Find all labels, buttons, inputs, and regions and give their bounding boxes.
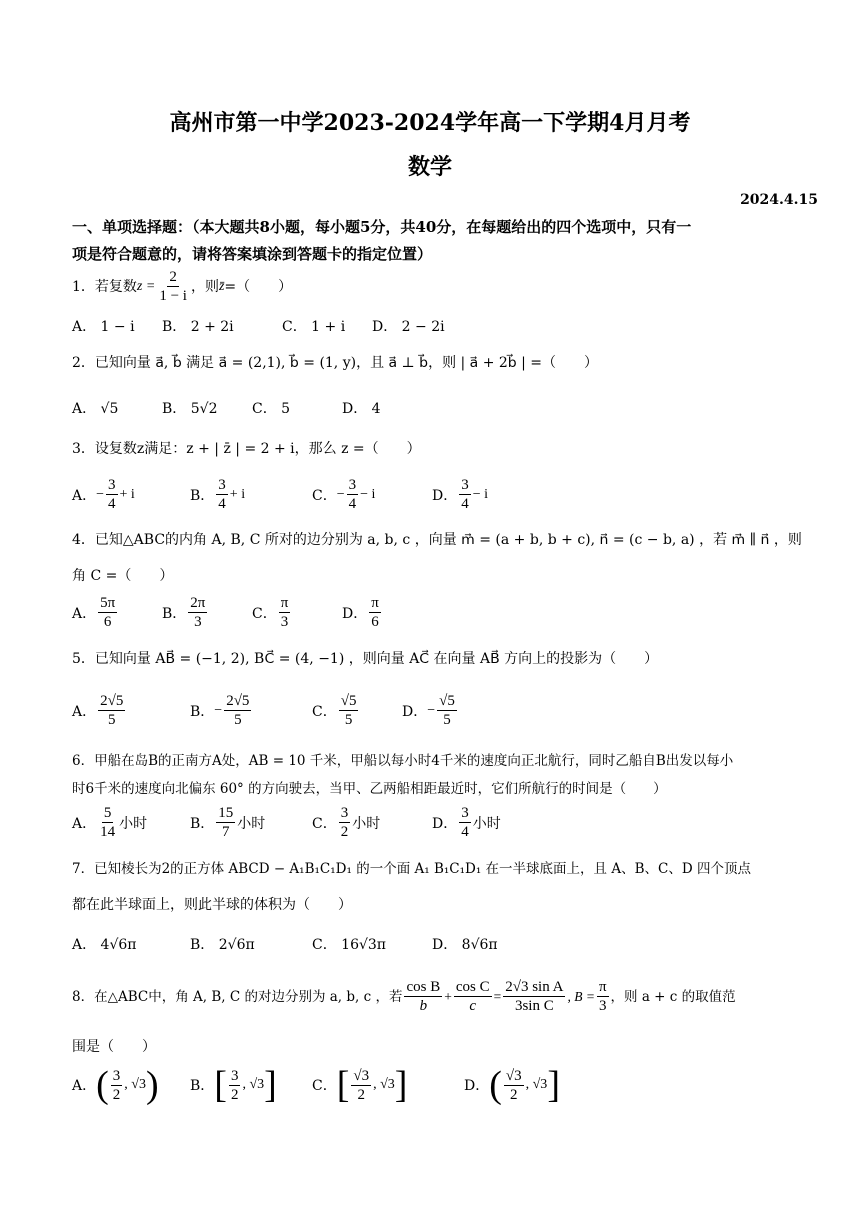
q8a-close: ) xyxy=(145,1064,159,1106)
q7-option-a: A． 4√6π xyxy=(72,937,137,953)
q4-option-a xyxy=(72,594,119,631)
q8d-frac xyxy=(504,1067,524,1104)
q8-suffix: ，则 a + c 的取值范 xyxy=(610,988,736,1005)
q5c-label: C． xyxy=(312,703,337,720)
q6d-frac xyxy=(459,804,471,841)
q8-f2-den: c xyxy=(469,998,477,1014)
q8-prefix: 8．在△ABC中，角 A, B, C 的对边分别为 a, b, c ，若 xyxy=(72,988,403,1005)
q8a-tail: , √3 xyxy=(124,1077,146,1092)
q1-expr: z = xyxy=(136,278,156,294)
question-7-line1: 7．已知棱长为2的正方体 ABCD − A₁B₁C₁D₁ 的一个面 A₁ B₁C₁D₁ 在一半球底面上，且 A、B、C、D 四个顶点 xyxy=(72,861,751,877)
q5c-frac xyxy=(339,692,359,729)
q8d-close: ] xyxy=(547,1064,560,1106)
q1-option-c: C． 1 + i xyxy=(282,319,346,335)
q3-option-c xyxy=(312,476,375,513)
q3-option-d xyxy=(432,476,488,513)
question-8-line1 xyxy=(72,978,736,1015)
q4a-label: A． xyxy=(72,605,97,622)
subject-title: 数学 xyxy=(407,154,452,180)
question-8-line2: 围是（ ） xyxy=(72,1039,156,1055)
q2-option-a: A． √5 xyxy=(72,401,119,417)
q8a-num: 3 xyxy=(112,1067,121,1084)
q5-option-d xyxy=(402,692,459,729)
q3d-num: 3 xyxy=(461,477,469,493)
question-3-stem: 3．设复数z满足：z + | z̄ | = 2 + i，那么 z =（ ） xyxy=(72,441,421,457)
q5c-den: 5 xyxy=(344,712,353,728)
q5b-label: B． xyxy=(190,703,215,720)
q8c-num: √3 xyxy=(353,1067,370,1084)
q6c-label: C． xyxy=(312,815,337,832)
q5b-den: 5 xyxy=(234,712,242,728)
q8b-tail: , √3 xyxy=(242,1077,265,1092)
q2-option-c: C． 5 xyxy=(252,401,291,417)
q3d-tail: − i xyxy=(472,486,489,502)
q8-f1-den: b xyxy=(419,998,428,1014)
q8-frac-3 xyxy=(503,978,565,1015)
q5b-sign: − xyxy=(214,702,223,718)
q4b-num: 2π xyxy=(190,595,206,611)
q8-option-c xyxy=(312,1066,407,1104)
q3a-label: A． xyxy=(72,487,97,504)
q1-frac-num: 2 xyxy=(169,269,177,285)
q8d-open: ( xyxy=(489,1064,502,1106)
q8c-tail: , √3 xyxy=(373,1077,395,1092)
q4b-frac xyxy=(188,594,207,631)
q6c-num: 3 xyxy=(340,805,349,821)
q5-option-c xyxy=(312,692,360,729)
q8-mid: , B = xyxy=(567,988,595,1004)
q6a-frac xyxy=(98,804,117,841)
q5d-num: √5 xyxy=(439,693,455,709)
q8d-tail: , √3 xyxy=(525,1077,548,1092)
q6a-num: 5 xyxy=(103,805,112,821)
q1-fraction xyxy=(157,268,189,305)
q8-f4-den: 3 xyxy=(598,998,607,1014)
q6-option-d xyxy=(432,804,501,841)
q8-f4-num: π xyxy=(598,979,607,995)
question-1-stem xyxy=(72,268,292,305)
q8a-label: A． xyxy=(72,1078,97,1094)
q4d-frac xyxy=(369,594,381,631)
q4a-den: 6 xyxy=(103,614,112,630)
q7-option-c: C． 16√3π xyxy=(312,937,387,953)
q1-option-a: A． 1 − i xyxy=(72,319,135,335)
q8-f3-num: 2√3 sin A xyxy=(505,979,564,995)
q4d-label: D． xyxy=(342,605,368,622)
q4-option-d xyxy=(342,594,383,631)
q8a-frac xyxy=(111,1067,123,1104)
q3a-tail: + i xyxy=(119,486,135,502)
q4-option-c xyxy=(252,594,292,631)
question-2-stem: 2．已知向量 a⃗, b⃗ 满足 a⃗ = (2,1), b⃗ = (1, y)，且 a⃗ ⊥ b⃗，则 | a⃗ + 2b⃗ | =（ ） xyxy=(72,355,599,371)
q8c-close: ] xyxy=(394,1064,408,1106)
q6b-frac xyxy=(216,804,235,841)
q8-option-d xyxy=(464,1066,560,1104)
q6a-unit: 小时 xyxy=(119,815,148,832)
q8b-num: 3 xyxy=(230,1067,239,1084)
q4b-den: 3 xyxy=(194,614,202,630)
q6d-unit: 小时 xyxy=(472,815,501,832)
q1-conj: z̄ xyxy=(218,278,225,294)
q6c-den: 2 xyxy=(340,824,349,840)
q1-option-d: D． 2 − 2i xyxy=(372,319,445,335)
q5d-frac xyxy=(437,692,457,729)
q3c-sign: − xyxy=(336,486,345,502)
q8-frac-4 xyxy=(597,978,609,1015)
q5d-sign: − xyxy=(427,702,436,718)
question-4-line2: 角 C =（ ） xyxy=(72,568,174,584)
q6-option-b xyxy=(190,804,265,841)
q8-f1-num: cos B xyxy=(406,979,441,995)
q5-option-b xyxy=(190,692,253,729)
q8-plus: + xyxy=(444,988,452,1004)
q8a-den: 2 xyxy=(112,1086,121,1103)
q2-option-b: B． 5√2 xyxy=(162,401,218,417)
q3a-frac xyxy=(106,476,118,513)
q4b-label: B． xyxy=(162,605,187,622)
q6a-den: 14 xyxy=(100,824,116,840)
q5b-num: 2√5 xyxy=(226,693,250,709)
q8-f2-num: cos C xyxy=(455,979,490,995)
q6b-num: 15 xyxy=(218,805,234,821)
q5a-num: 2√5 xyxy=(100,693,124,709)
q3b-num: 3 xyxy=(218,477,226,493)
q3b-frac xyxy=(216,476,228,513)
q8-f3-den: 3sin C xyxy=(514,998,554,1014)
q6d-label: D． xyxy=(432,815,458,832)
q7-option-b: B． 2√6π xyxy=(190,937,255,953)
q6c-frac xyxy=(339,804,351,841)
q6b-label: B． xyxy=(190,815,215,832)
q4c-den: 3 xyxy=(280,614,289,630)
q8b-open: [ xyxy=(214,1064,227,1106)
q8-frac-2 xyxy=(454,978,492,1015)
q4d-den: 6 xyxy=(371,614,379,630)
q5c-num: √5 xyxy=(340,693,357,709)
question-5-stem: 5．已知向量 AB⃗ = (−1, 2), BC⃗ = (4, −1) ，则向量 AC⃗ 在向量 AB⃗ 方向上的投影为（ ） xyxy=(72,651,659,667)
q3d-den: 4 xyxy=(461,496,469,512)
q8c-den: 2 xyxy=(357,1086,365,1103)
q6-option-c xyxy=(312,804,380,841)
q8b-close: ] xyxy=(264,1064,277,1106)
q6d-den: 4 xyxy=(461,824,469,840)
q8d-num: √3 xyxy=(505,1067,522,1084)
q8b-label: B． xyxy=(190,1078,215,1094)
q1-suffix: ，则 xyxy=(190,278,219,295)
q4c-frac xyxy=(279,594,291,631)
q1-prefix: 1．若复数 xyxy=(72,278,137,295)
q8d-den: 2 xyxy=(510,1086,518,1103)
q5-option-a xyxy=(72,692,127,729)
q6c-unit: 小时 xyxy=(352,815,381,832)
q8b-den: 2 xyxy=(230,1086,239,1103)
q3d-frac xyxy=(459,476,471,513)
q8c-frac xyxy=(351,1067,371,1104)
q8d-label: D． xyxy=(464,1078,490,1094)
q8-frac-1 xyxy=(404,978,442,1015)
q7-option-d: D． 8√6π xyxy=(432,937,498,953)
q8c-open: [ xyxy=(336,1064,350,1106)
q8b-frac xyxy=(229,1067,241,1104)
q5a-label: A． xyxy=(72,703,97,720)
q4a-num: 5π xyxy=(100,595,116,611)
question-6-line2: 时6千米的速度向北偏东 60° 的方向驶去，当甲、乙两船相距最近时，它们所航行的时间是（ ） xyxy=(72,781,667,797)
q6-option-a xyxy=(72,804,147,841)
q5a-frac xyxy=(98,692,125,729)
q3b-den: 4 xyxy=(218,496,226,512)
q1-tail: =（ ） xyxy=(224,278,293,295)
q5a-den: 5 xyxy=(107,712,116,728)
question-6-line1: 6．甲船在岛B的正南方A处，AB = 10 千米，甲船以每小时4千米的速度向正北航行，同时乙船自B出发以每小 xyxy=(72,753,734,769)
q3b-label: B． xyxy=(190,487,215,504)
question-7-line2: 都在此半球面上，则此半球的体积为（ ） xyxy=(72,897,352,913)
q8-option-b xyxy=(190,1066,277,1104)
q3a-num: 3 xyxy=(108,477,116,493)
q3-option-b xyxy=(190,476,245,513)
q3c-den: 4 xyxy=(348,496,357,512)
q8-equals: = xyxy=(493,988,502,1004)
q4a-frac xyxy=(98,594,117,631)
q1-frac-den: 1 − i xyxy=(159,288,187,304)
q3c-frac xyxy=(347,476,359,513)
q8c-label: C． xyxy=(312,1078,337,1094)
q4-option-b xyxy=(162,594,209,631)
q3b-tail: + i xyxy=(229,486,246,502)
q3c-tail: − i xyxy=(360,486,376,502)
q4d-num: π xyxy=(371,595,379,611)
q6d-num: 3 xyxy=(461,805,469,821)
q3a-sign: − xyxy=(96,486,105,502)
q5d-label: D． xyxy=(402,703,428,720)
q8-option-a xyxy=(72,1066,159,1104)
q5d-den: 5 xyxy=(443,712,451,728)
q2-option-d: D． 4 xyxy=(342,401,381,417)
q4c-label: C． xyxy=(252,605,277,622)
question-4-line1: 4．已知△ABC的内角 A, B, C 所对的边分别为 a, b, c ，向量 m⃗ = (a + b, b + c), n⃗ = (c − b, a) ，若 m⃗ ∥ n⃗ ，则 xyxy=(72,532,802,548)
q6a-label: A． xyxy=(72,815,97,832)
q3c-label: C． xyxy=(312,487,337,504)
q8a-open: ( xyxy=(96,1064,109,1106)
exam-title: 高州市第一中学2023-2024学年高一下学期4月月考 xyxy=(169,110,691,136)
section-heading-line1: 一、单项选择题：（本大题共8小题，每小题5分，共40分，在每题给出的四个选项中，只有一 xyxy=(72,218,692,236)
exam-date: 2024.4.15 xyxy=(740,192,818,208)
section-heading-line2: 项是符合题意的，请将答案填涂到答题卡的指定位置） xyxy=(72,245,433,263)
q3-option-a xyxy=(72,476,135,513)
q6b-den: 7 xyxy=(222,824,230,840)
q4c-num: π xyxy=(280,595,289,611)
q5b-frac xyxy=(224,692,251,729)
q6b-unit: 小时 xyxy=(237,815,266,832)
q3d-label: D． xyxy=(432,487,458,504)
q3c-num: 3 xyxy=(348,477,357,493)
q1-option-b: B． 2 + 2i xyxy=(162,319,234,335)
q3a-den: 4 xyxy=(108,496,116,512)
